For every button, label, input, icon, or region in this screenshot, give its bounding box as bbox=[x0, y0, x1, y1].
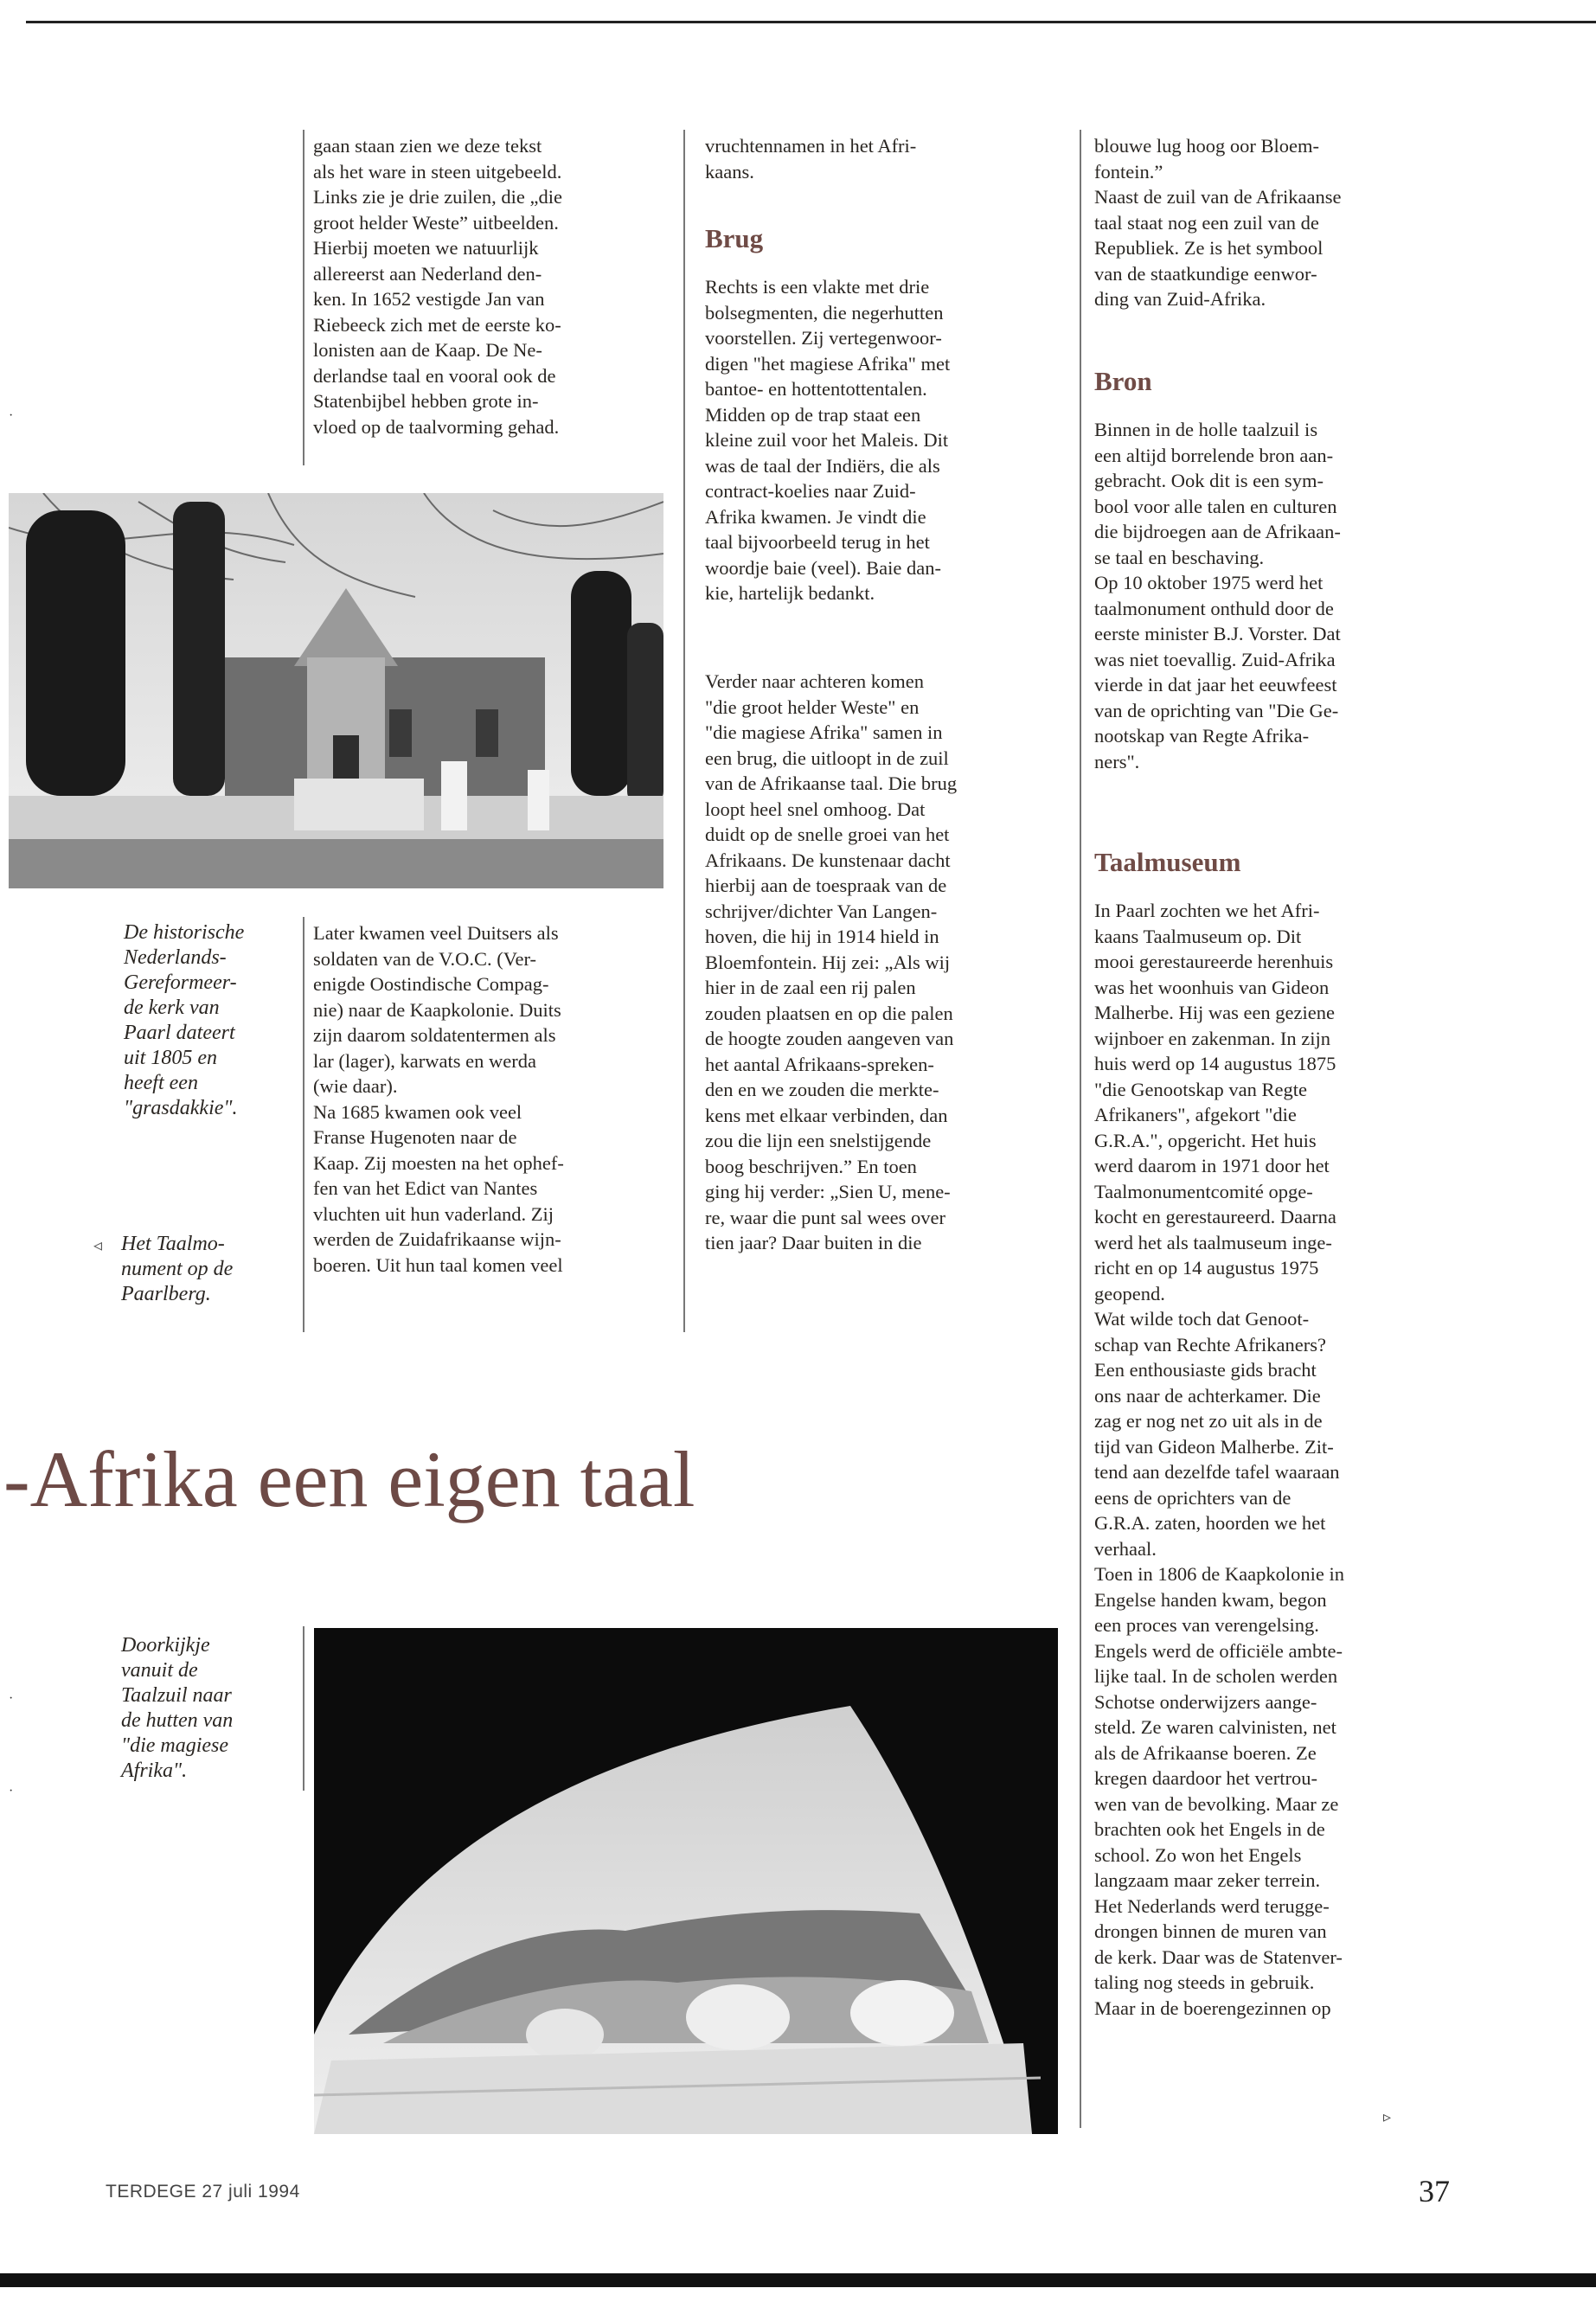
caption-arch: Doorkijkje vanuit de Taalzuil naar de hutten van "die magiese Afrika". bbox=[121, 1634, 234, 1782]
bottom-rule bbox=[0, 2273, 1596, 2287]
caption-church: De historische Nederlands- Gereformeer- de kerk van Paarl dateert uit 1805 en heeft een "grasdakkie". bbox=[124, 921, 245, 1119]
page-number: 37 bbox=[1419, 2174, 1450, 2208]
body-col1-top: gaan staan zien we deze tekst als het ware in steen uitgebeeld. Links zie je drie zuilen, die „die groot helder Weste” uitbeelden. Hierbij moeten we natuurlijk allereerst aan Nederland den- ken. In 1652 vestigde Jan van Riebeeck zich met de eerste ko- lonisten aan de Kaap. De Ne- derlandse taal en vooral ook de Statenbijbel hebben grote in- vloed op de taalvorming gehad. bbox=[313, 135, 563, 438]
heading-bron: Bron bbox=[1094, 366, 1152, 396]
caption-monument: Het Taalmo- nument op de Paarlberg. bbox=[121, 1233, 234, 1305]
body-col1-bottom: Later kwamen veel Duitsers als soldaten van de V.O.C. (Ver- enigde Oostindische Compag- nie) naar de Kaapkolonie. Duits zijn daarom soldatentermen als lar (lager), karwats en werda (wie daar). Na 1685 kwamen ook veel Franse Hugenoten naar de Kaap. Zij moesten na het ophef- fen van het Edict van Nantes vluchten uit hun vaderland. Zij werden de Zuidafrikaanse wijn- boeren. Uit hun taal komen veel bbox=[313, 922, 564, 1276]
column-divider bbox=[1080, 130, 1081, 2128]
body-col2-brug: Rechts is een vlakte met drie bolsegmenten, die negerhutten voorstellen. Zij vertegenwoor- digen "het magiese Afrika" met bantoe- en hottentottentalen. Midden op de trap staat een kleine zuil voor het Maleis. Dit was de taal der Indiërs, die als contract-koelies naar Zuid- Afrika kwamen. Je vindt die taal bijvoorbeeld terug in het woordje baie (veel). Baie dan- kie, hartelijk bedankt. bbox=[705, 276, 951, 604]
top-rule bbox=[26, 21, 1596, 23]
column-divider bbox=[683, 130, 685, 1332]
heading-taalmuseum: Taalmuseum bbox=[1094, 847, 1241, 877]
body-col3-intro: blouwe lug hoog oor Bloem- fontein.” Naast de zuil van de Afrikaanse taal staat nog een zuil van de Republiek. Ze is het symbool van de staatkundige eenwor- ding van Zuid-Afrika. bbox=[1094, 135, 1342, 310]
body-col2-verder: Verder naar achteren komen "die groot helder Weste" en "die magiese Afrika" samen in een brug, die uitloopt in de zuil van de Afrikaanse taal. Die brug loopt heel snel omhoog. Dat duidt op de snelle groei van het Afrikaans. De kunstenaar dacht hierbij aan de toespraak van de schrijver/dichter Van Langen- hoven, die hij in 1914 hield in Bloemfontein. Hij zei: „Als wij hier in de zaal een rij palen zouden plaatsen en op die palen de hoogte zouden aangeven van het aantal Afrikaans-spreken- den en we zouden die merkte- kens met elkaar verbinden, dan zou die lijn een snelstijgende boog beschrijven.” En toen ging hij verder: „Sien U, mene- re, waar die punt sal wees over tien jaar? Daar buiten in die bbox=[705, 670, 958, 1253]
margin-mark: · bbox=[9, 1784, 14, 1798]
body-col2-intro: vruchtennamen in het Afri- kaans. bbox=[705, 135, 917, 183]
body-col3-bron: Binnen in de holle taalzuil is een altijd borrelende bron aan- gebracht. Ook dit is een sym- bool voor alle talen en culturen die bijdroegen aan de Afrikaan- se taal en beschaving. Op 10 oktober 1975 werd het taalmonument onthuld door de eerste minister B.J. Vorster. Dat was niet toevallig. Zuid-Afrika vierde in dat jaar het eeuwfeest van de oprichting van "Die Ge- nootskap van Regte Afrika- ners". bbox=[1094, 419, 1341, 772]
pointer-left-icon: ◃ bbox=[93, 1236, 103, 1255]
body-col3-museum: In Paarl zochten we het Afri- kaans Taalmuseum op. Dit mooi gerestaureerde herenhuis was het woonhuis van Gideon Malherbe. Hij was een geziene wijnboer en zakenman. In zijn huis werd op 14 augustus 1875 "die Genootskap van Regte Afrikaners", afgekort "die G.R.A.", opgericht. Het huis werd daarom in 1971 door het Taalmonumentcomité opge- kocht en gerestaureerd. Daarna werd het als taalmuseum inge- richt en op 14 augustus 1975 geopend. Wat wilde toch dat Genoot- schap van Rechte Afrikaners? Een enthousiaste gids bracht ons naar de achterkamer. Die zag er nog net zo uit als in de tijd van Gideon Malherbe. Zit- tend aan dezelfde tafel waaraan eens de oprichters van de G.R.A. zaten, hoorden we het verhaal. Toen in 1806 de Kaapkolonie in Engelse handen kwam, begon een proces van verengelsing. Engels werd de officiële ambte- lijke taal. In de scholen werden Schotse onderwijzers aange- steld. Ze waren calvinisten, net als de Afrikaanse boeren. Ze kregen daardoor het vertrou- wen van de bevolking. Maar ze brachten ook het Engels in de school. Zo won het Engels langzaam maar zeker terrein. Het Nederlands werd terugge- drongen binnen de muren van de kerk. Daar was de Statenver- taling nog steeds in gebruik. Maar in de boerengezinnen op bbox=[1094, 900, 1344, 2019]
column-divider bbox=[303, 130, 304, 465]
column-divider bbox=[303, 917, 304, 1332]
footer-magazine-date: TERDEGE 27 juli 1994 bbox=[106, 2182, 300, 2202]
arch-view-photo bbox=[314, 1628, 1058, 2134]
article-headline: -Afrika een eigen taal bbox=[3, 1435, 695, 1523]
heading-brug: Brug bbox=[705, 223, 764, 253]
margin-mark: · bbox=[9, 1691, 14, 1706]
column-divider bbox=[303, 1626, 304, 1791]
church-photo bbox=[9, 493, 663, 888]
continue-arrow-icon: ▹ bbox=[1383, 2108, 1392, 2125]
margin-mark: · bbox=[9, 408, 14, 423]
